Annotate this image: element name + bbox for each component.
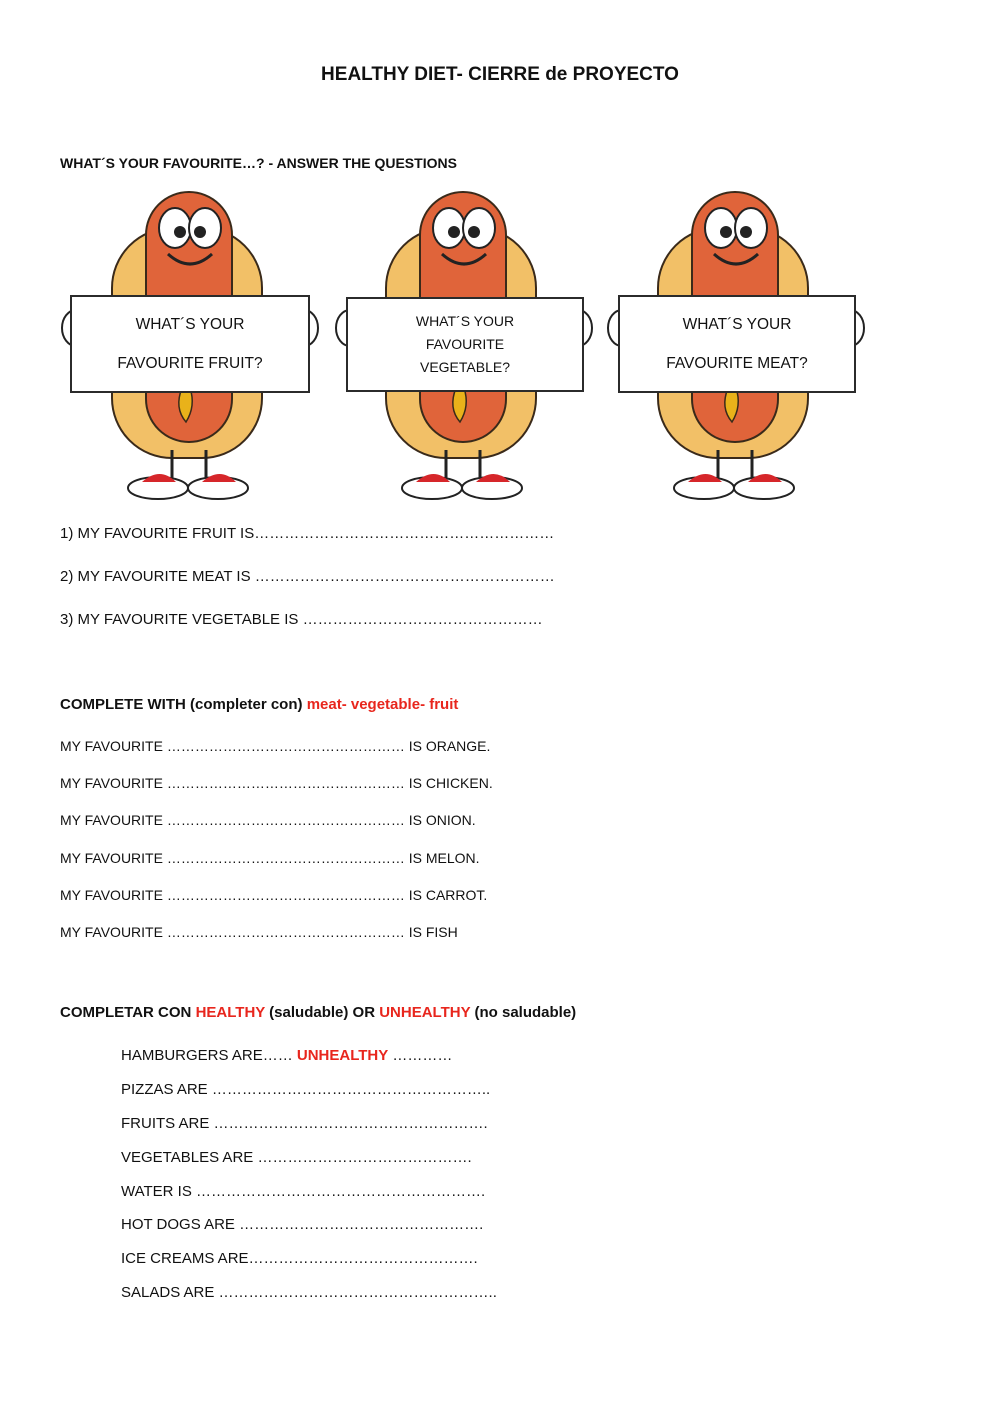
complete-row: MY FAVOURITE …………………………………………… IS CARROT. [60,887,488,903]
example-prefix: HAMBURGERS ARE…… [121,1047,297,1064]
complete-row: MY FAVOURITE …………………………………………… IS FISH [60,924,458,940]
healthy-row: VEGETABLES ARE ……………………………………. [121,1149,472,1166]
section2-heading [60,696,458,713]
complete-row: MY FAVOURITE …………………………………………… IS MELON. [60,850,480,866]
healthy-row: SALADS ARE ……………………………………………….. [121,1284,497,1301]
section3-heading-unhealthy: UNHEALTHY [379,1004,471,1021]
sign-line: VEGETABLE? [419,359,510,375]
complete-row: MY FAVOURITE …………………………………………… IS CHICKEN. [60,775,493,791]
sign-meat [618,295,856,393]
section3-heading-part: (no saludable) [470,1004,577,1021]
question-vegetable: 3) MY FAVOURITE VEGETABLE IS ………………………………………… [60,611,543,628]
complete-row: MY FAVOURITE …………………………………………… IS ONION. [60,812,476,828]
page-title: HEALTHY DIET- CIERRE de PROYECTO [321,64,679,85]
healthy-example-row [121,1047,452,1064]
example-answer: UNHEALTHY [296,1047,389,1064]
sign-line: FAVOURITE MEAT? [666,354,808,372]
healthy-row: ICE CREAMS ARE………………………………………. [121,1250,478,1267]
sign-line: WHAT´S YOUR [682,315,792,333]
healthy-row: WATER IS …………………………………………………. [121,1183,486,1200]
healthy-row: FRUITS ARE ………………………………………………. [121,1115,488,1132]
sign-vegetable [346,297,584,392]
section2-heading-words: meat- vegetable- fruit [306,696,459,713]
section3-heading [60,1004,576,1021]
complete-row: MY FAVOURITE …………………………………………… IS ORANGE. [60,738,491,754]
sign-line: FAVOURITE FRUIT? [117,354,263,372]
question-meat: 2) MY FAVOURITE MEAT IS …………………………………………………… [60,568,555,585]
healthy-row: HOT DOGS ARE …………………………………………. [121,1216,484,1233]
healthy-row: PIZZAS ARE ……………………………………………….. [121,1081,491,1098]
example-suffix: ………… [388,1047,453,1064]
sign-fruit [70,295,310,393]
sign-line: FAVOURITE [425,336,505,352]
sign-line: WHAT´S YOUR [135,315,245,333]
sign-line: WHAT´S YOUR [415,313,515,329]
section3-heading-healthy: HEALTHY [195,1004,266,1021]
section3-heading-part: (saludable) OR [265,1004,380,1021]
section1-heading: WHAT´S YOUR FAVOURITE…? - ANSWER THE QUESTIONS [60,155,457,171]
question-fruit: 1) MY FAVOURITE FRUIT IS…………………………………………………… [60,525,555,542]
section3-heading-part: COMPLETAR CON [60,1004,196,1021]
section2-heading-prefix: COMPLETE WITH (completer con) [60,696,307,713]
